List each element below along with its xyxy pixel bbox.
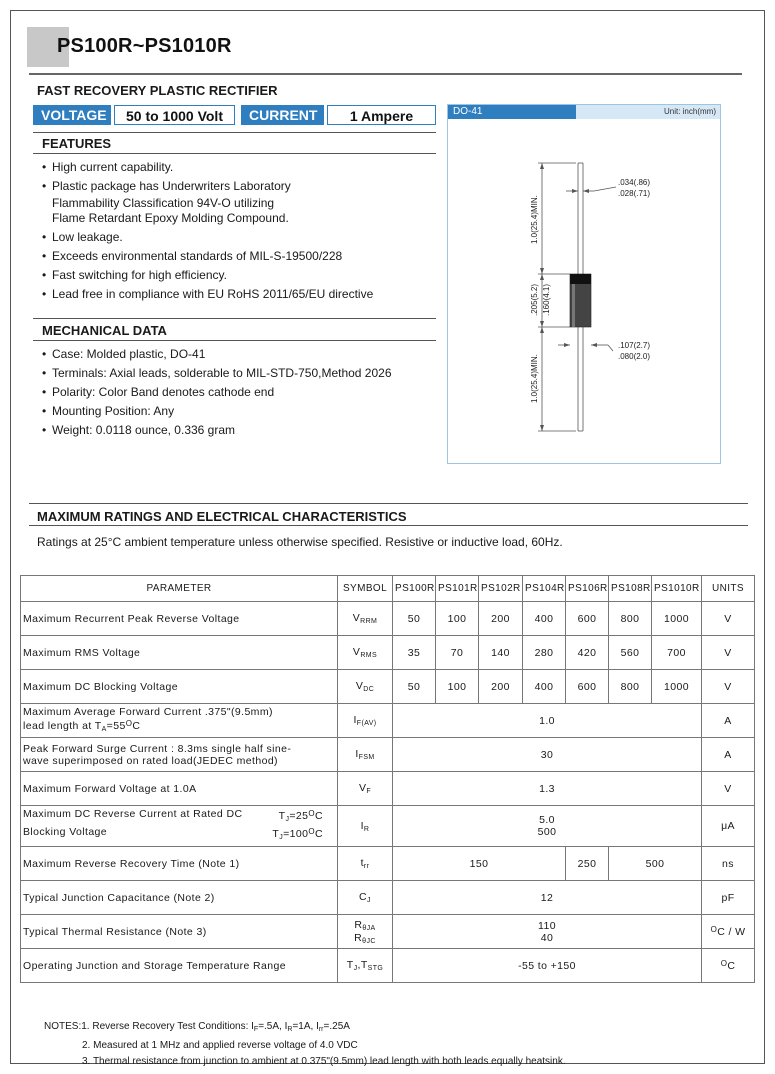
dim-body-min: .160(4.1) xyxy=(542,283,551,316)
feature-item: • Low leakage. xyxy=(42,228,437,247)
current-label: CURRENT xyxy=(241,105,324,125)
voltage-label: VOLTAGE xyxy=(33,105,111,125)
dim-body-max: .205(5.2) xyxy=(530,283,539,316)
param-cell: Maximum DC Blocking Voltage xyxy=(21,670,338,704)
col-header: SYMBOL xyxy=(338,576,393,602)
features-top-line xyxy=(33,132,436,133)
value-cell: 1.0 xyxy=(393,704,702,738)
value-cell: 150 xyxy=(393,847,566,881)
value-cell: 560 xyxy=(609,636,652,670)
note-2: 2. Measured at 1 MHz and applied reverse voltage of 4.0 VDC xyxy=(82,1040,358,1051)
symbol-cell: $R_{\theta JA}$ $R_{\theta JC}$ xyxy=(338,915,393,949)
param-cell: Operating Junction and Storage Temperature Range xyxy=(21,949,338,983)
table-header-row xyxy=(21,576,755,602)
col-header: PS104R xyxy=(523,576,566,602)
value-cell: 800 xyxy=(609,602,652,636)
symbol-cell: $I_{FSM}$ xyxy=(338,738,393,772)
characteristics-table xyxy=(20,575,755,983)
param-cell: Maximum Average Forward Current .375"(9.5mm) lead length at $T_A=55^OC$ xyxy=(21,704,338,738)
value-cell: 100 xyxy=(436,670,479,704)
value-cell: 1000 xyxy=(652,602,702,636)
title-divider xyxy=(29,73,742,75)
dim-wire-max: .034(.86) xyxy=(618,178,651,187)
value-cell: 50 xyxy=(393,670,436,704)
mechanical-bottom-line xyxy=(33,340,436,341)
feature-item-cont: Flame Retardant Epoxy Molding Compound. xyxy=(52,211,289,225)
dim-wire-min: .028(.71) xyxy=(618,189,651,198)
value-cell: 200 xyxy=(479,670,523,704)
unit-cell: ns xyxy=(702,847,755,881)
value-cell: 420 xyxy=(566,636,609,670)
current-value: 1 Ampere xyxy=(327,105,436,125)
unit-cell: V xyxy=(702,636,755,670)
package-drawing-panel xyxy=(447,104,721,464)
table-row xyxy=(21,602,755,636)
value-cell: 400 xyxy=(523,670,566,704)
value-cell: 200 xyxy=(479,602,523,636)
unit-cell: $^O$C / W xyxy=(702,915,755,949)
value-cell: -55 to +150 xyxy=(393,949,702,983)
param-cell: Maximum Reverse Recovery Time (Note 1) xyxy=(21,847,338,881)
product-subtitle: FAST RECOVERY PLASTIC RECTIFIER xyxy=(37,83,278,98)
unit-cell: V xyxy=(702,602,755,636)
value-cell: 12 xyxy=(393,881,702,915)
value-cell: 30 xyxy=(393,738,702,772)
symbol-cell: $t_{rr}$ xyxy=(338,847,393,881)
unit-cell: μA xyxy=(702,806,755,847)
feature-item-cont: Flammability Classification 94V-O utilizing xyxy=(52,196,275,210)
value-cell: 250 xyxy=(566,847,609,881)
param-cell: Typical Junction Capacitance (Note 2) xyxy=(21,881,338,915)
value-cell: 70 xyxy=(436,636,479,670)
table-row xyxy=(21,806,755,847)
table-row xyxy=(21,949,755,983)
param-cell: Maximum Recurrent Peak Reverse Voltage xyxy=(21,602,338,636)
symbol-cell: $V_{RRM}$ xyxy=(338,602,393,636)
col-header: PS100R xyxy=(393,576,436,602)
value-cell: 800 xyxy=(609,670,652,704)
value-cell: 1000 xyxy=(652,670,702,704)
value-cell: 280 xyxy=(523,636,566,670)
page-title: PS100R~PS1010R xyxy=(57,35,232,57)
feature-item: • High current capability. xyxy=(42,158,437,177)
mechanical-list xyxy=(42,345,437,440)
mechanical-item: • Terminals: Axial leads, solderable to MIL-STD-750,Method 2026 xyxy=(42,364,437,383)
table-row xyxy=(21,772,755,806)
col-header: UNITS xyxy=(702,576,755,602)
value-cell: 600 xyxy=(566,602,609,636)
param-cell: Maximum DC Reverse Current at Rated DC $T_J=25^OC$ Blocking Voltage $T_J=100^OC$ xyxy=(21,806,338,847)
value-cell: 140 xyxy=(479,636,523,670)
mechanical-heading: MECHANICAL DATA xyxy=(42,323,167,338)
param-cell: Maximum RMS Voltage xyxy=(21,636,338,670)
features-bottom-line xyxy=(33,153,436,154)
dim-dia-min: .080(2.0) xyxy=(618,352,651,361)
unit-cell: pF xyxy=(702,881,755,915)
ratings-heading: MAXIMUM RATINGS AND ELECTRICAL CHARACTERISTICS xyxy=(37,509,407,524)
value-cell: 700 xyxy=(652,636,702,670)
unit-cell: $^O$C xyxy=(702,949,755,983)
value-cell: 500 xyxy=(609,847,702,881)
symbol-cell: $V_F$ xyxy=(338,772,393,806)
mechanical-item: • Case: Molded plastic, DO-41 xyxy=(42,345,437,364)
ratings-note: Ratings at 25°C ambient temperature unless otherwise specified. Resistive or inductive load, 60Hz. xyxy=(37,535,563,549)
unit-cell: V xyxy=(702,772,755,806)
table-row xyxy=(21,847,755,881)
value-cell: 400 xyxy=(523,602,566,636)
note-1: NOTES:1. Reverse Recovery Test Conditions: $I_F=.5A$, $I_R=1A$, $I_{rr}=.25A$ xyxy=(44,1021,350,1033)
symbol-cell: $V_{DC}$ xyxy=(338,670,393,704)
value-cell: 600 xyxy=(566,670,609,704)
value-cell: 1.3 xyxy=(393,772,702,806)
symbol-cell: $I_R$ xyxy=(338,806,393,847)
col-header: PS108R xyxy=(609,576,652,602)
dim-dia-max: .107(2.7) xyxy=(618,341,651,350)
table-row xyxy=(21,704,755,738)
table-row xyxy=(21,881,755,915)
feature-item: • Fast switching for high efficiency. xyxy=(42,266,437,285)
ratings-bottom-line xyxy=(29,525,748,526)
value-cell: 100 xyxy=(436,602,479,636)
param-cell: Maximum Forward Voltage at 1.0A xyxy=(21,772,338,806)
ratings-top-line xyxy=(29,503,748,504)
symbol-cell: $C_J$ xyxy=(338,881,393,915)
features-list xyxy=(42,158,437,304)
symbol-cell: $T_J,T_{STG}$ xyxy=(338,949,393,983)
value-cell: 35 xyxy=(393,636,436,670)
dim-lead-bottom: 1.0(25.4)MIN. xyxy=(530,354,539,403)
col-header: PS1010R xyxy=(652,576,702,602)
col-header: PARAMETER xyxy=(21,576,338,602)
package-unit: Unit: inch(mm) xyxy=(663,107,716,116)
feature-item: • Exceeds environmental standards of MIL-S-19500/228 xyxy=(42,247,437,266)
voltage-value: 50 to 1000 Volt xyxy=(114,105,235,125)
mechanical-item: • Mounting Position: Any xyxy=(42,402,437,421)
feature-item: • Plastic package has Underwriters Laboratory xyxy=(42,177,437,196)
mechanical-item: • Polarity: Color Band denotes cathode end xyxy=(42,383,437,402)
param-cell: Typical Thermal Resistance (Note 3) xyxy=(21,915,338,949)
features-heading: FEATURES xyxy=(42,136,112,151)
symbol-cell: $V_{RMS}$ xyxy=(338,636,393,670)
value-cell: 5.0 500 xyxy=(393,806,702,847)
col-header: PS106R xyxy=(566,576,609,602)
value-cell: 50 xyxy=(393,602,436,636)
do41-outline-drawing xyxy=(448,119,720,463)
package-name: DO-41 xyxy=(448,105,576,119)
dim-lead-top: 1.0(25.4)MIN. xyxy=(530,195,539,244)
table-row xyxy=(21,636,755,670)
package-header xyxy=(448,105,720,119)
note-3: 3. Thermal resistance from junction to ambient at 0.375"(9.5mm) lead length with both leads equally heatsink. xyxy=(82,1056,566,1067)
col-header: PS101R xyxy=(436,576,479,602)
value-cell: 110 40 xyxy=(393,915,702,949)
mechanical-item: • Weight: 0.0118 ounce, 0.336 gram xyxy=(42,421,437,440)
table-row xyxy=(21,670,755,704)
param-cell: Peak Forward Surge Current : 8.3ms single half sine- wave superimposed on rated load(JEDEC method) xyxy=(21,738,338,772)
feature-item: • Lead free in compliance with EU RoHS 2011/65/EU directive xyxy=(42,285,437,304)
unit-cell: V xyxy=(702,670,755,704)
mechanical-top-line xyxy=(33,318,436,319)
table-row xyxy=(21,915,755,949)
col-header: PS102R xyxy=(479,576,523,602)
table-row xyxy=(21,738,755,772)
symbol-cell: $I_{F(AV)}$ xyxy=(338,704,393,738)
unit-cell: A xyxy=(702,704,755,738)
notes xyxy=(44,1019,566,1070)
unit-cell: A xyxy=(702,738,755,772)
